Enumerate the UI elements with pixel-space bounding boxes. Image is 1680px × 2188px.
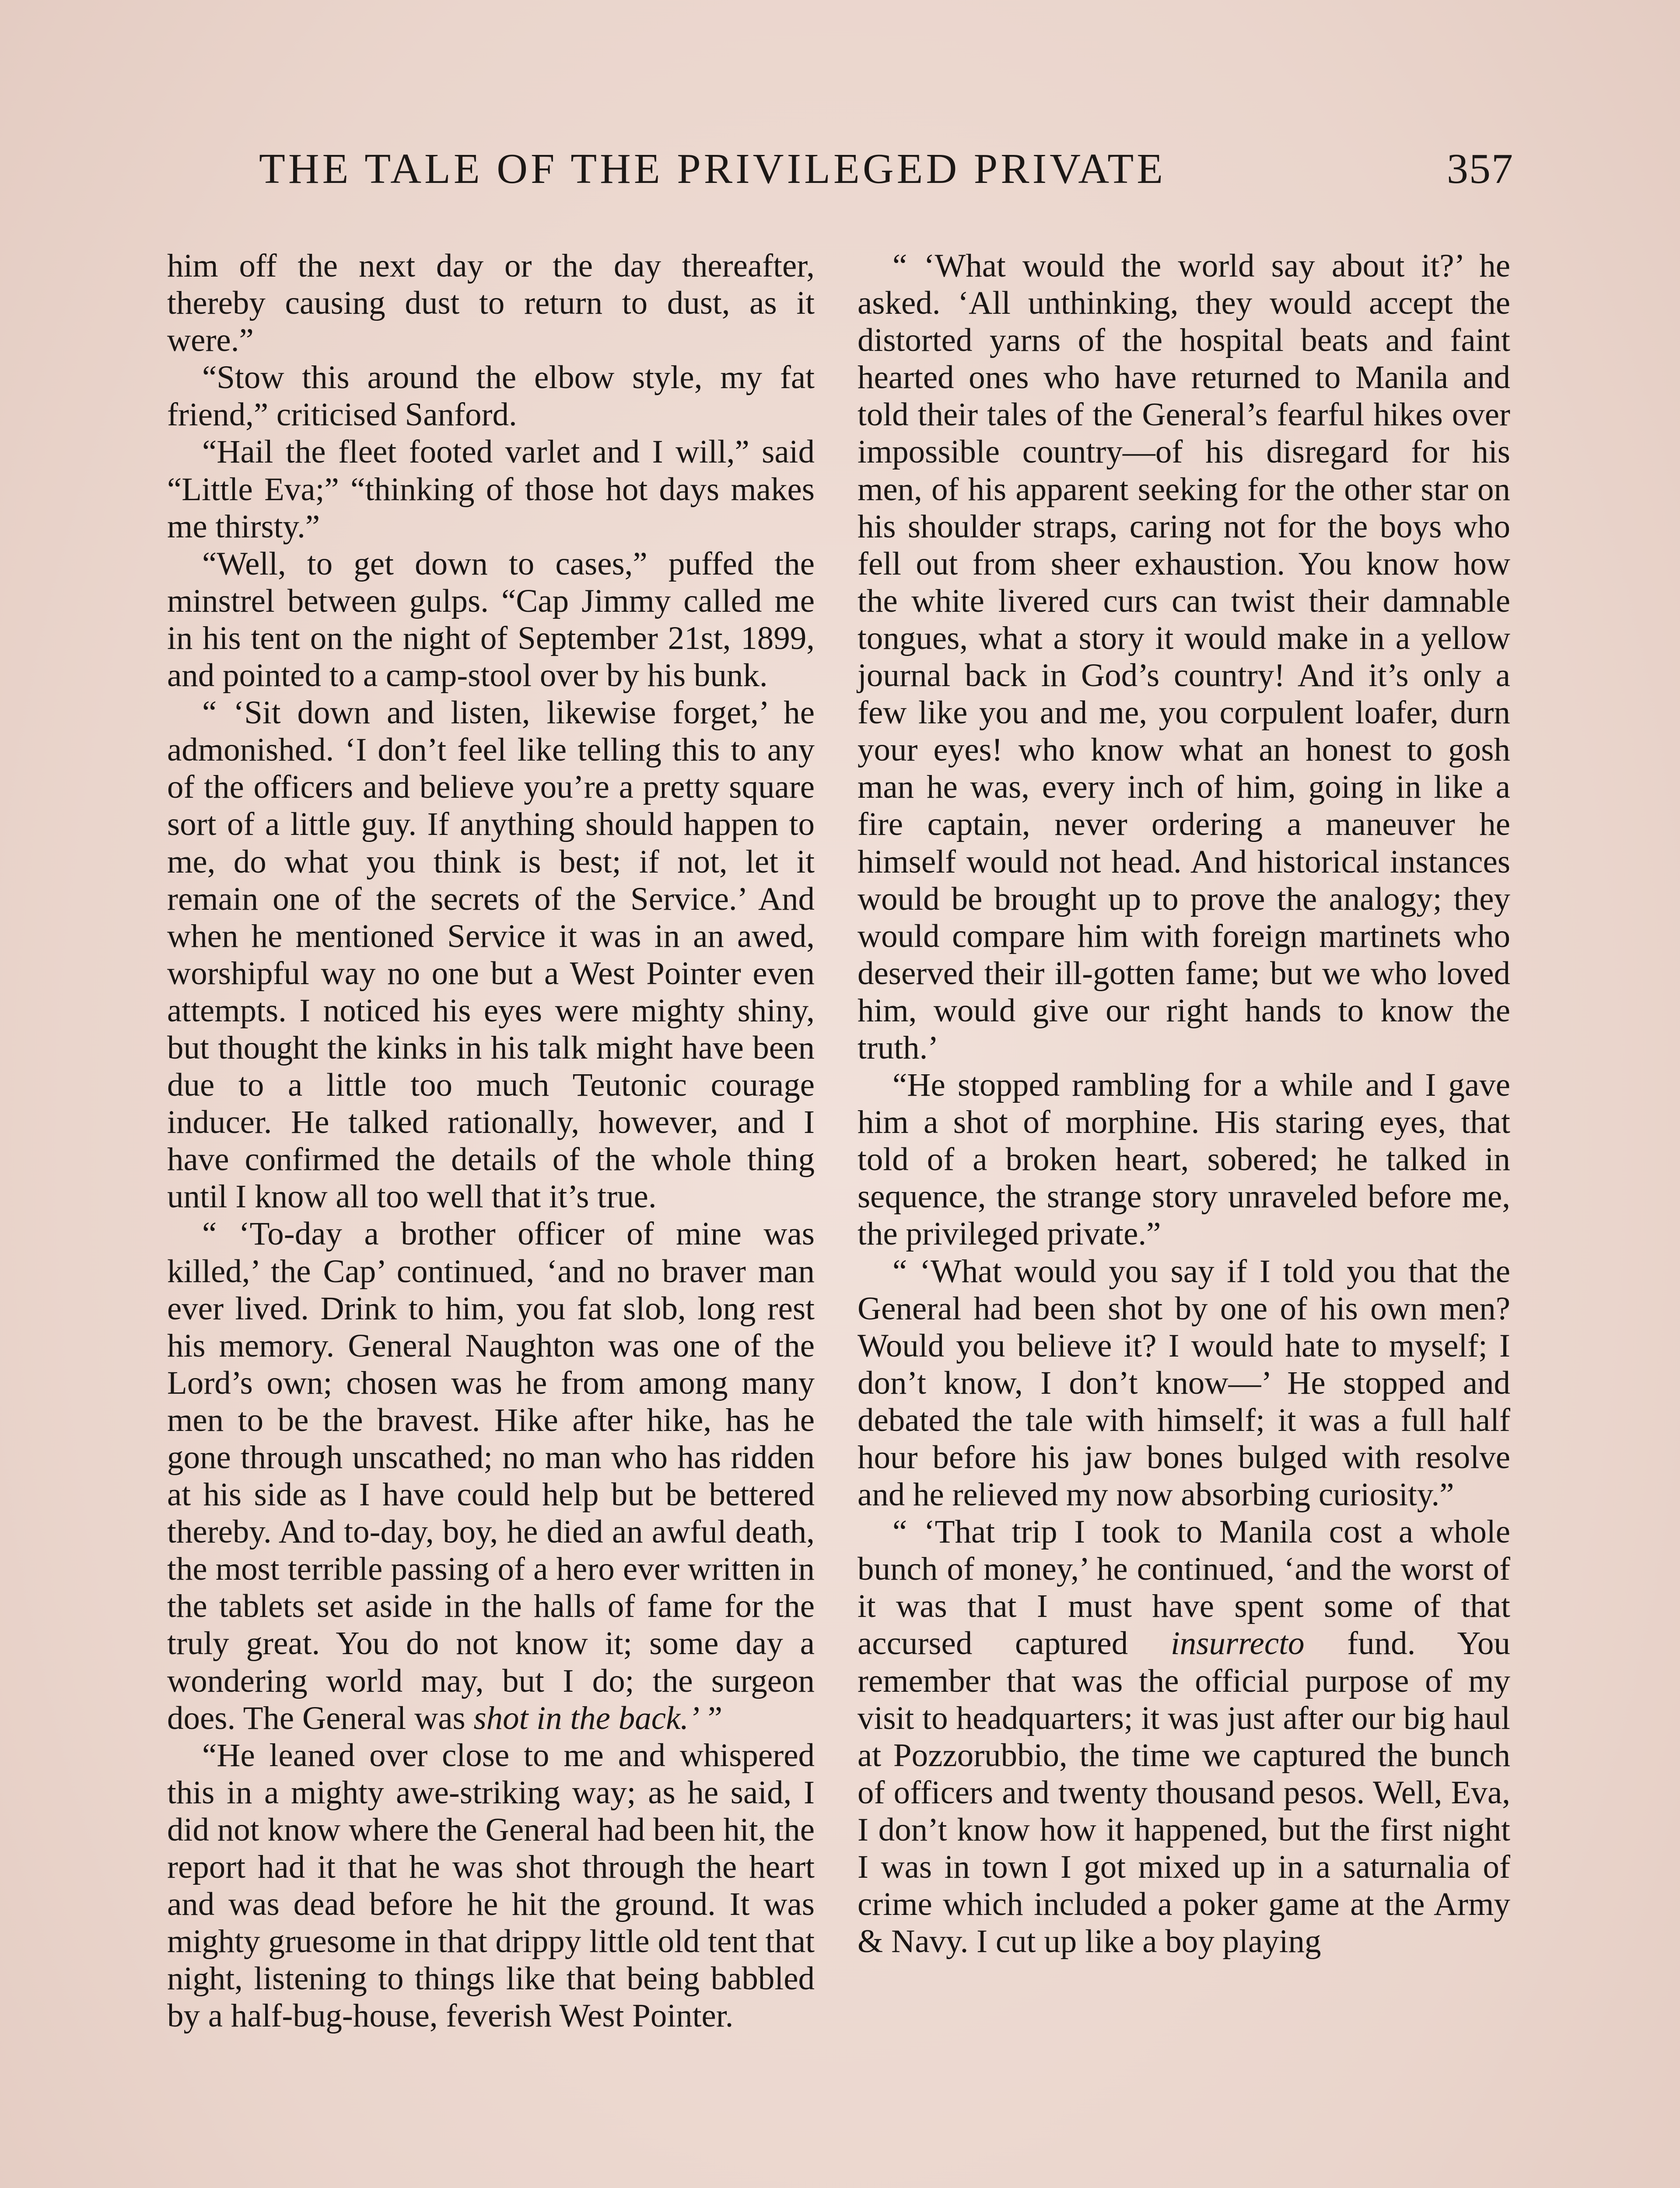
running-header (259, 144, 1514, 210)
paragraph: “Stow this around the elbow style, my fat friend,” criticised Sanford. (167, 359, 815, 433)
paragraph: “Well, to get down to cases,” puffed the minstrel between gulps. “Cap Jimmy called me in his tent on the night of September 21st, 1899, and pointed to a camp-stool over by his bunk. (167, 545, 815, 694)
paragraph: “ ‘What would you say if I told you that the General had been shot by one of his own men? Would you believe it? I would hate to myself; I don’t know, I don’t know—’ He stopped and debated the tale with himself; it was a full half hour before his jaw bones bulged with resolve and he relieved my now absorbing curiosity.” (858, 1253, 1510, 1513)
paragraph: him off the next day or the day thereafter, thereby causing dust to return to dust, as it were.” (167, 248, 815, 359)
italic-phrase: shot in the back.’ (473, 1700, 700, 1736)
paragraph (858, 1513, 1510, 1960)
page-number: 357 (1447, 145, 1514, 193)
paragraph-text: fund. You remember that was the official purpose of my visit to headquarters; it was just after our big haul at Pozzorubbio, the time we captured the bunch of officers and twenty thousand pesos. Well, Eva, I don’t know how it happened, but the first night I was in town I got mixed up in a saturnalia of crime which included a poker game at the Army & Navy. I cut up like a boy playing (858, 1625, 1510, 1960)
paragraph-text: “ ‘That trip I took to Manila cost a whole bunch of money,’ he continued, ‘and the worst of it was that I must have spent some of that accursed captured (858, 1514, 1510, 1662)
header-title: THE TALE OF THE PRIVILEGED PRIVATE (259, 145, 1166, 193)
paragraph: “He leaned over close to me and whispered this in a mighty awe-striking way; as he said, I did not know where the General had been hit, the report had it that he was shot through the heart and was dead before he hit the ground. It was mighty gruesome in that drippy little old tent that night, listening to things like that being babbled by a half-bug-house, feverish West Pointer. (167, 1737, 815, 2034)
italic-word: insurrecto (1170, 1625, 1305, 1662)
paragraph: “He stopped rambling for a while and I gave him a shot of morphine. His staring eyes, that told of a broken heart, sobered; he talked in sequence, the strange story unraveled before me, the privileged private.” (858, 1067, 1510, 1252)
left-column (167, 247, 815, 2035)
paragraph: “Hail the fleet footed varlet and I will,” said “Little Eva;” “thinking of those hot days makes me thirsty.” (167, 434, 815, 545)
paragraph-text: “ ‘To-day a brother officer of mine was killed,’ the Cap’ continued, ‘and no braver man ever lived. Drink to him, you fat slob, long rest his memory. General Naughton was one of the Lord’s own; chosen was he from among many men to be the bravest. Hike after hike, has he gone through unscathed; no man who has ridden at his side as I have could help but be bettered thereby. And to-day, boy, he died an awful death, the most terrible passing of a hero ever written in the tablets set aside in the halls of fame for the truly great. You do not know it; some day a wondering world may, but I do; the surgeon does. The General was (167, 1216, 815, 1736)
right-column (858, 247, 1510, 1960)
paragraph: “ ‘Sit down and listen, likewise forget,’ he admonished. ‘I don’t feel like telling this to any of the officers and believe you’re a pretty square sort of a little guy. If anything should happen to me, do what you think is best; if not, let it remain one of the secrets of the Service.’ And when he mentioned Service it was in an awed, worshipful way no one but a West Pointer even attempts. I noticed his eyes were mighty shiny, but thought the kinks in his talk might have been due to a little too much Teutonic courage inducer. He talked rationally, however, and I have confirmed the details of the whole thing until I know all too well that it’s true. (167, 694, 815, 1215)
paragraph: “ ‘What would the world say about it?’ he asked. ‘All unthinking, they would accept the distorted yarns of the hospital beats and faint hearted ones who have returned to Manila and told their tales of the General’s fearful hikes over impossible country—of his disregard for his men, of his apparent seeking for the other star on his shoulder straps, caring not for the boys who fell out from sheer exhaustion. You know how the white livered curs can twist their damnable tongues, what a story it would make in a yellow journal back in God’s country! And it’s only a few like you and me, you corpulent loafer, durn your eyes! who know what an honest to gosh man he was, every inch of him, going in like a fire captain, never ordering a maneuver he himself would not head. And historical instances would be brought up to prove the analogy; they would compare him with foreign martinets who deserved their ill-gotten fame; but we who loved him, would give our right hands to know the truth.’ (858, 248, 1510, 1066)
paragraph (167, 1215, 815, 1736)
closing-quote: ” (700, 1700, 723, 1736)
